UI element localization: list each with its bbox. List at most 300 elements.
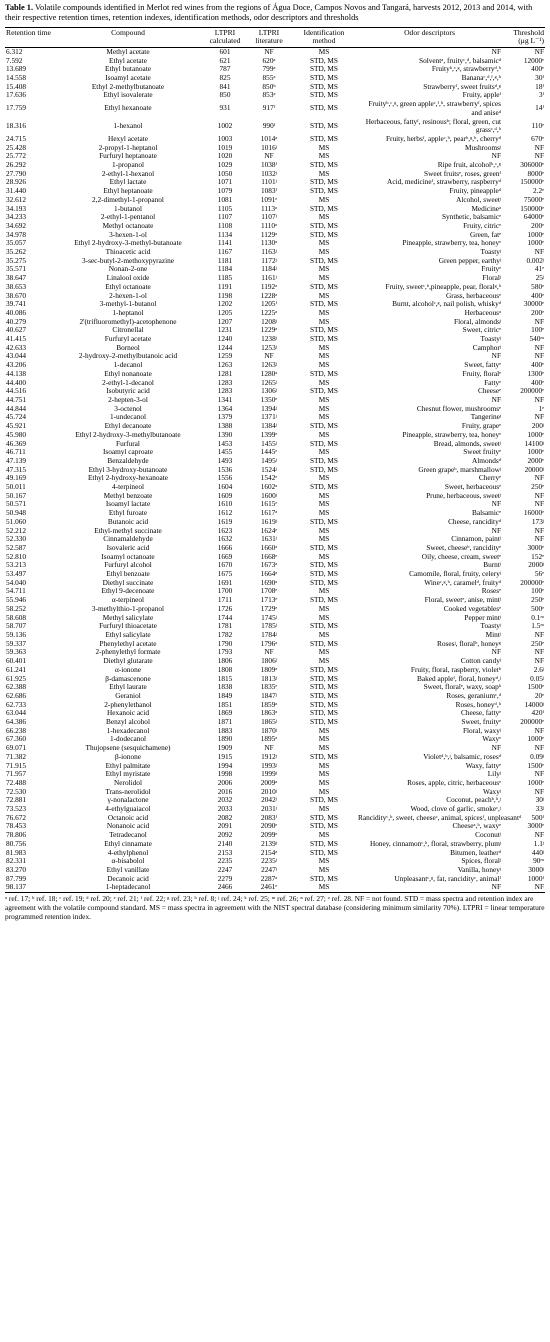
odor-descriptors-cell: Sweet, citricᵉ	[462, 325, 501, 335]
odor-descriptors-cell: Cherryᵉ	[478, 473, 501, 483]
retention-time-cell: 40.086	[6, 307, 27, 317]
odor-descriptors-cell: NF	[491, 882, 501, 892]
retention-time-cell: 41.415	[6, 334, 27, 344]
odor-descriptors-cell: Mintʲ	[485, 629, 501, 639]
compound-cell: Ethyl butanoate	[105, 64, 151, 74]
ltpri-calculated-cell: 1003	[217, 133, 233, 143]
threshold-cell: 1300ᵉ	[527, 368, 544, 378]
ltpri-literature-cell: 2154ᵃ	[260, 847, 278, 857]
threshold-cell: 2.6ʲ	[533, 664, 544, 674]
ltpri-literature-cell: 2235ʲ	[261, 856, 277, 866]
ltpri-literature-cell: 2247ʲ	[261, 864, 277, 874]
ltpri-literature-cell: 1784ʲ	[261, 629, 277, 639]
ltpri-literature-cell: 1172ʲ	[261, 255, 277, 265]
ltpri-calculated-cell: 1781	[217, 621, 233, 631]
compound-cell: Thioacetic acid	[105, 247, 151, 257]
retention-time-cell: 40.279	[6, 316, 27, 326]
compound-cell: Methyl salicylate	[102, 612, 154, 622]
ltpri-calculated-cell: 825	[219, 72, 231, 82]
ltpri-calculated-cell: 1909	[217, 743, 233, 753]
ltpri-literature-cell: 799ᵃ	[262, 64, 276, 74]
ltpri-literature-cell: 1163ʲ	[261, 247, 277, 257]
odor-descriptors-cell: Wood, clove of garlic, smokeᶜ,ʲ	[410, 804, 501, 814]
identification-method-cell: MS	[318, 212, 330, 222]
odor-descriptors-cell: Green, fatᵉ	[469, 229, 501, 239]
threshold-cell: 1.5ᵐ	[531, 621, 544, 631]
identification-method-cell: MS	[318, 290, 330, 300]
ltpri-calculated-cell: 1050	[217, 168, 233, 178]
ltpri-literature-cell: 1306ʲ	[261, 386, 277, 396]
retention-time-cell: 39.741	[6, 299, 27, 309]
identification-method-cell: STD, MS	[310, 569, 338, 579]
identification-method-cell: MS	[318, 316, 330, 326]
ltpri-literature-cell: NF	[264, 46, 274, 56]
ltpri-calculated-cell: 1782	[217, 629, 233, 639]
ltpri-literature-cell: 1999ʲ	[261, 769, 277, 779]
compound-cell: Ethyl 9-decenoate	[101, 586, 155, 596]
odor-descriptors-cell: Roses, honeyᵈ,ʰ	[455, 699, 501, 709]
odor-descriptors-cell: Violetᵈ,ʰ,ʲ, balsamic, rosesᵈ	[423, 751, 501, 761]
odor-descriptors-cell: Balsamicᵉ	[471, 508, 501, 518]
ltpri-calculated-cell: 1915	[217, 751, 233, 761]
ltpri-calculated-cell: 2247	[217, 864, 233, 874]
identification-method-cell: STD, MS	[310, 821, 338, 831]
ltpri-literature-cell: 1835ᵉ	[260, 682, 278, 692]
ltpri-calculated-cell: 850	[219, 90, 231, 100]
ltpri-literature-cell: 1690ᵃ	[260, 577, 278, 587]
retention-time-cell: 34.978	[6, 229, 27, 239]
compound-cell: Furfuryl thioacetate	[99, 621, 157, 631]
compound-cell: Furfuryl alcohol	[104, 560, 152, 570]
ltpri-literature-cell: 1673ᵃ	[260, 560, 278, 570]
ltpri-calculated-cell: 1675	[217, 569, 233, 579]
compound-cell: 3-sec-butyl-2-methoxypyrazine	[82, 255, 174, 265]
odor-descriptors-cell: Green grapeᵇ, marshmallowʲ	[418, 464, 501, 474]
ltpri-calculated-cell: 1141	[217, 238, 233, 248]
threshold-cell: 90ᵐ	[533, 856, 544, 866]
retention-time-cell: 73.523	[6, 804, 27, 814]
ltpri-calculated-cell: 1815	[217, 673, 233, 683]
retention-time-cell: 7.592	[6, 55, 23, 65]
ltpri-literature-cell: 2083ᶠ	[260, 812, 278, 822]
retention-time-cell: 72.488	[6, 777, 27, 787]
identification-method-cell: STD, MS	[310, 847, 338, 857]
threshold-cell: 14ᶠ	[535, 103, 544, 113]
identification-method-cell: STD, MS	[310, 621, 338, 631]
ltpri-literature-cell: 1668ᵉ	[260, 551, 278, 561]
identification-method-cell: MS	[318, 586, 330, 596]
compound-cell: Ethyl 2-hydroxy-3-methylbutanoate	[75, 429, 181, 439]
threshold-cell: 200000ᵉ	[520, 577, 544, 587]
ltpri-literature-cell: 1238ʲ	[261, 334, 277, 344]
retention-time-cell: 80.756	[6, 838, 27, 848]
ltpri-calculated-cell: 2235	[217, 856, 233, 866]
compound-cell: β-ionone	[114, 751, 141, 761]
compound-cell: 4-ethylphenol	[107, 847, 149, 857]
retention-time-cell: 53.213	[6, 560, 27, 570]
ltpri-calculated-cell: 1388	[217, 421, 233, 431]
compound-cell: 3-methyl-1-butanol	[99, 299, 157, 309]
ltpri-literature-cell: NF	[264, 351, 274, 361]
odor-descriptors-cell: Fruity, appleᶠ	[462, 90, 501, 100]
threshold-cell: 200ᵉ	[531, 220, 544, 230]
ltpri-calculated-cell: 1020	[217, 151, 233, 161]
retention-time-cell: 62.686	[6, 690, 27, 700]
identification-method-cell: STD, MS	[310, 542, 338, 552]
compound-cell: Furfuryl acetate	[104, 334, 152, 344]
identification-method-cell: STD, MS	[310, 795, 338, 805]
retention-time-cell: 52.212	[6, 525, 27, 535]
compound-cell: Nonan-2-one	[108, 264, 148, 274]
threshold-cell: 670ᵉ	[531, 133, 544, 143]
compound-cell: 1-hexadecanol	[106, 725, 150, 735]
odor-descriptors-cell: Waxy, fattyᵉ	[465, 760, 501, 770]
identification-method-cell: MS	[318, 307, 330, 317]
identification-method-cell: MS	[318, 151, 330, 161]
compound-cell: Butanoic acid	[107, 516, 149, 526]
retention-time-cell: 61.241	[6, 664, 27, 674]
threshold-cell: 200000ᵉ	[520, 717, 544, 727]
identification-method-cell: STD, MS	[310, 664, 338, 674]
retention-time-cell: 50.571	[6, 499, 27, 509]
compound-cell: 4-terpineol	[111, 482, 144, 492]
ltpri-literature-cell: 1708ᵉ	[260, 586, 278, 596]
compound-cell: Ethyl heptanoate	[103, 186, 153, 196]
odor-descriptors-cell: Sweet, floralᵉ, waxy, soapᵇ	[423, 682, 501, 692]
compound-cell: Ethyl 2-hydroxy-3-methyl-butanoate	[74, 238, 182, 248]
threshold-cell: NF	[534, 351, 544, 361]
ltpri-calculated-cell: 1998	[217, 769, 233, 779]
retention-time-cell: 78.453	[6, 821, 27, 831]
ltpri-calculated-cell: 1849	[217, 690, 233, 700]
odor-descriptors-cell: Fruityᵇ,ᶜ,ᵍ, green appleᶜ,ᶠ,ʰ, strawberryᶠ, spices and aniseᵈ	[368, 99, 501, 117]
odor-descriptors-cell: Ripe fruit, alcoholᵇ,ᶜ,ᵍ	[437, 160, 501, 170]
ltpri-calculated-cell: 1609	[217, 490, 233, 500]
ltpri-calculated-cell: 1610	[217, 499, 233, 509]
compound-cell: Ethyl benzoate	[106, 569, 150, 579]
ltpri-calculated-cell: 931	[219, 103, 231, 113]
ltpri-literature-cell: 1745ʲ	[261, 612, 277, 622]
identification-method-cell: STD, MS	[310, 281, 338, 291]
odor-descriptors-cell: Fruity, pineappleᵈ	[449, 186, 501, 196]
ltpri-literature-cell: 1813ʲ	[261, 673, 277, 683]
ltpri-literature-cell: 1729ᵉ	[260, 603, 278, 613]
retention-time-cell: 58.707	[6, 621, 27, 631]
odor-descriptors-cell: NF	[491, 351, 501, 361]
ltpri-literature-cell: 1130ᵃ	[260, 238, 278, 248]
odor-descriptors-cell: NF	[491, 647, 501, 657]
header-ltpri-calculated: LTPRI calculated	[209, 27, 241, 45]
ltpri-calculated-cell: 1808	[217, 664, 233, 674]
identification-method-cell: MS	[318, 760, 330, 770]
compound-cell: 1-dodecanol	[109, 734, 147, 744]
threshold-cell: NF	[534, 882, 544, 892]
ltpri-literature-cell: 1192ᵃ	[260, 281, 278, 291]
ltpri-literature-cell: 1495ʲ	[261, 455, 277, 465]
retention-time-cell: 58.608	[6, 612, 27, 622]
retention-time-cell: 59.136	[6, 629, 27, 639]
ltpri-literature-cell: 2042ʲ	[261, 795, 277, 805]
table-row	[5, 144, 545, 153]
compound-cell: β-damascenone	[105, 673, 151, 683]
odor-descriptors-cell: Cotton candyʲ	[460, 656, 501, 666]
compound-cell: Isoamyl lactate	[105, 499, 151, 509]
ltpri-literature-cell: 1014ᵃ	[260, 133, 278, 143]
retention-time-cell: 51.060	[6, 516, 27, 526]
odor-descriptors-cell: Roses, geraniumᶜ,ᵈ	[446, 690, 501, 700]
threshold-cell: 33ʲ	[535, 804, 544, 814]
odor-descriptors-cell: Camomile, floral, fruity, celeryʲ	[409, 569, 501, 579]
ltpri-calculated-cell: 1604	[217, 482, 233, 492]
odor-descriptors-cell: Rosesᵉ	[481, 586, 501, 596]
identification-method-cell: STD, MS	[310, 64, 338, 74]
compound-cell: 4-ethylguaiacol	[105, 804, 151, 814]
threshold-cell: 580ᵉ	[531, 281, 544, 291]
threshold-cell: 0.002ʲ	[526, 255, 544, 265]
ltpri-calculated-cell: 1869	[217, 708, 233, 718]
odor-descriptors-cell: Fruity, sweetᶜ,ʰ,pineapple, pear, floralᵍ,ʰ	[385, 281, 501, 291]
ltpri-calculated-cell: 841	[219, 81, 231, 91]
identification-method-cell: MS	[318, 629, 330, 639]
ltpri-literature-cell: 1806ʲ	[261, 656, 277, 666]
retention-time-cell: 13.689	[6, 64, 27, 74]
identification-method-cell: STD, MS	[310, 203, 338, 213]
odor-descriptors-cell: NF	[491, 743, 501, 753]
ltpri-literature-cell: 1228ᵃ	[260, 290, 278, 300]
threshold-cell: 1000ᵉ	[527, 229, 544, 239]
identification-method-cell: MS	[318, 499, 330, 509]
compound-cell: 3-octenol	[114, 403, 142, 413]
ltpri-literature-cell: 1399ᵉ	[260, 429, 278, 439]
ltpri-calculated-cell: 2279	[217, 873, 233, 883]
identification-method-cell: STD, MS	[310, 638, 338, 648]
odor-descriptors-cell: Camphorʲ	[472, 342, 501, 352]
threshold-cell: 1ᵉ	[538, 403, 544, 413]
retention-time-cell: 45.921	[6, 421, 27, 431]
threshold-cell: 500ᵉ	[531, 603, 544, 613]
threshold-cell: 64000ᵉ	[523, 212, 544, 222]
identification-method-cell: STD, MS	[310, 81, 338, 91]
compound-cell: Decanoic acid	[107, 873, 149, 883]
identification-method-cell: STD, MS	[310, 751, 338, 761]
odor-descriptors-cell: Tangerineʲ	[470, 412, 501, 422]
threshold-cell: NF	[534, 46, 544, 56]
retention-time-cell: 55.946	[6, 595, 27, 605]
odor-descriptors-cell: Coconut, peachᵇ,ʰ,ʲ	[446, 795, 501, 805]
ltpri-calculated-cell: 1744	[217, 612, 233, 622]
ltpri-calculated-cell: 1105	[217, 203, 233, 213]
ltpri-literature-cell: 850ᵇ	[262, 81, 276, 91]
ltpri-calculated-cell: 2016	[217, 786, 233, 796]
odor-descriptors-cell: Synthetic, balsamicᵉ	[441, 212, 501, 222]
ltpri-calculated-cell: 1244	[217, 342, 233, 352]
ltpri-calculated-cell: 1185	[217, 273, 233, 283]
ltpri-calculated-cell: 1793	[217, 647, 233, 657]
retention-time-cell: 50.011	[6, 482, 26, 492]
ltpri-literature-cell: 1615ᵉ	[260, 499, 278, 509]
ltpri-literature-cell: 1371ʲ	[261, 412, 277, 422]
ltpri-literature-cell: 1713ᵉ	[260, 595, 278, 605]
odor-descriptors-cell: Fattyᵉ	[484, 377, 501, 387]
compound-cell: Ethyl 2-hydroxy-hexanoate	[87, 473, 169, 483]
identification-method-cell: STD, MS	[310, 717, 338, 727]
threshold-cell: 400ᵉ	[531, 290, 544, 300]
threshold-cell: 173ʲ	[531, 516, 544, 526]
retention-time-cell: 63.044	[6, 708, 27, 718]
threshold-cell: 0.05ʲ	[530, 673, 544, 683]
ltpri-literature-cell: 1038ᶠ	[260, 160, 278, 170]
compound-cell: 1-propanol	[111, 160, 145, 170]
ltpri-calculated-cell: 2092	[217, 830, 233, 840]
retention-time-cell: 98.137	[6, 882, 27, 892]
retention-time-cell: 40.627	[6, 325, 27, 335]
identification-method-cell: MS	[318, 412, 330, 422]
ltpri-literature-cell: NF	[264, 151, 274, 161]
odor-descriptors-cell: Green pepper, earthyʲ	[438, 255, 501, 265]
ltpri-calculated-cell: 787	[219, 64, 231, 74]
ltpri-calculated-cell: 1071	[217, 177, 233, 187]
threshold-cell: 3000ʲ	[528, 864, 544, 874]
ltpri-literature-cell: 1619ʲ	[261, 516, 277, 526]
ltpri-literature-cell: 1624ᵉ	[260, 525, 278, 535]
odor-descriptors-cell: Fruity, floral, raspberry, violetᵇ	[410, 664, 501, 674]
ltpri-calculated-cell: 1191	[217, 281, 233, 291]
ltpri-calculated-cell: 1107	[217, 212, 233, 222]
ltpri-calculated-cell: 1079	[217, 186, 233, 196]
ltpri-calculated-cell: 1670	[217, 560, 233, 570]
identification-method-cell: STD, MS	[310, 595, 338, 605]
identification-method-cell: STD, MS	[310, 386, 338, 396]
odor-descriptors-cell: Toastyʲ	[480, 334, 501, 344]
table-row	[5, 640, 545, 649]
identification-method-cell: STD, MS	[310, 186, 338, 196]
retention-time-cell: 17.636	[6, 90, 27, 100]
odor-descriptors-cell: Herbaceousᵃ	[464, 307, 501, 317]
ltpri-literature-cell: 1350ᵉ	[260, 395, 278, 404]
compound-cell: 2-hexen-1-ol	[109, 290, 147, 300]
ltpri-calculated-cell: 2032	[217, 795, 233, 805]
compound-cell: Benzyl alcohol	[106, 717, 150, 727]
retention-time-cell: 35.275	[6, 255, 27, 265]
ltpri-calculated-cell: 1281	[217, 368, 233, 378]
retention-time-cell: 27.790	[6, 168, 27, 178]
ltpri-calculated-cell: 1838	[217, 682, 233, 692]
ltpri-calculated-cell: 2140	[217, 838, 233, 848]
ltpri-literature-cell: 1129ᵃ	[260, 229, 278, 239]
ltpri-literature-cell: 2009ᵃ	[260, 777, 278, 787]
odor-descriptors-cell: Sweet, fruityᵉ	[461, 717, 501, 727]
ltpri-literature-cell: 1263ʲ	[261, 360, 277, 370]
identification-method-cell: STD, MS	[310, 255, 338, 265]
threshold-cell: 250ᵉ	[531, 482, 544, 492]
ltpri-literature-cell: 1113ᵃ	[260, 203, 278, 213]
identification-method-cell: MS	[318, 882, 330, 892]
odor-descriptors-cell: Floralʲ	[482, 273, 501, 283]
identification-method-cell: MS	[318, 656, 330, 666]
threshold-cell: 18ᶠ	[535, 81, 544, 91]
identification-method-cell: STD, MS	[310, 133, 338, 143]
identification-method-cell: STD, MS	[310, 699, 338, 709]
retention-time-cell: 25.428	[6, 142, 27, 152]
compound-cell: 1-undecanol	[109, 412, 147, 422]
identification-method-cell: STD, MS	[310, 690, 338, 700]
threshold-cell: NF	[534, 656, 544, 666]
ltpri-literature-cell: 1161ʲ	[261, 273, 277, 283]
odor-descriptors-cell: Cheese, fattyᵉ	[461, 708, 501, 718]
compound-cell: Ethyl palmitate	[105, 760, 151, 770]
ltpri-literature-cell: 1394ʲ	[261, 403, 277, 413]
ltpri-calculated-cell: 1364	[217, 403, 233, 413]
ltpri-calculated-cell: 1612	[217, 508, 233, 518]
identification-method-cell: STD, MS	[310, 673, 338, 683]
compound-cell: 2-hydroxy-2-methylbutanoic acid	[78, 351, 178, 361]
identification-method-cell: STD, MS	[310, 103, 338, 113]
ltpri-literature-cell: 1107ʲ	[261, 212, 277, 222]
identification-method-cell: MS	[318, 508, 330, 518]
retention-time-cell: 61.925	[6, 673, 27, 683]
ltpri-calculated-cell: 1883	[217, 725, 233, 735]
threshold-cell: NF	[534, 534, 544, 544]
identification-method-cell: STD, MS	[310, 438, 338, 448]
retention-time-cell: 18.316	[6, 120, 27, 130]
odor-descriptors-cell: Sweet fruitsᵉ, roses, greenᶠ	[424, 168, 501, 178]
ltpri-calculated-cell: 1379	[217, 412, 233, 422]
compound-cell: Nonanoic acid	[106, 821, 150, 831]
identification-method-cell: MS	[318, 786, 330, 796]
identification-method-cell: MS	[318, 743, 330, 753]
odor-descriptors-cell: Rosesʲ, floralᵇ, honeyᵍ	[437, 638, 501, 648]
ltpri-literature-cell: 990ᶠ	[262, 120, 276, 130]
retention-time-cell: 28.926	[6, 177, 27, 187]
odor-descriptors-cell: Toastyʲ	[480, 247, 501, 257]
ltpri-calculated-cell: 1493	[217, 455, 233, 465]
odor-descriptors-cell: Sweet, fattyᵉ	[464, 360, 501, 370]
compound-cell: α-bisabolol	[111, 856, 145, 866]
retention-time-cell: 59.363	[6, 647, 27, 657]
threshold-cell: 2000ᵉ	[527, 455, 544, 465]
compound-cell: γ-nonalactone	[107, 795, 149, 805]
odor-descriptors-cell: Cinnamon, paintʲ	[451, 534, 501, 544]
identification-method-cell: MS	[318, 473, 330, 483]
threshold-cell: NF	[534, 725, 544, 735]
identification-method-cell: STD, MS	[310, 220, 338, 230]
retention-time-cell: 71.382	[6, 751, 27, 761]
threshold-cell: 3000ᵉ	[527, 821, 544, 831]
ltpri-calculated-cell: 1851	[217, 699, 233, 709]
retention-time-cell: 71.957	[6, 769, 27, 779]
compound-cell: Tetradecanol	[109, 830, 147, 840]
ltpri-calculated-cell: 1263	[217, 360, 233, 370]
retention-time-cell: 42.633	[6, 342, 27, 352]
compound-cell: Ethyl acetate	[109, 55, 147, 65]
ltpri-calculated-cell: 1669	[217, 551, 233, 561]
identification-method-cell: MS	[318, 403, 330, 413]
compound-cell: 2-ethyl-1-hexanol	[101, 168, 155, 178]
ltpri-literature-cell: 2010ʲ	[261, 786, 277, 796]
identification-method-cell: MS	[318, 525, 330, 535]
retention-time-cell: 6.312	[6, 46, 23, 56]
identification-method-cell: MS	[318, 238, 330, 248]
identification-method-cell: STD, MS	[310, 299, 338, 309]
ltpri-calculated-cell: 1081	[217, 194, 233, 204]
odor-descriptors-cell: Burnt, alcoholᶜ,ᵍ, nail polish, whiskyᵈ	[392, 299, 501, 309]
odor-descriptors-cell: Floral, sweetᵉ, anise, mintʲ	[424, 595, 501, 605]
identification-method-cell: STD, MS	[310, 464, 338, 474]
compound-cell: Ethyl cinnamate	[104, 838, 152, 848]
compound-cell: 1-heptadecanol	[105, 882, 151, 892]
identification-method-cell: MS	[318, 264, 330, 274]
ltpri-calculated-cell: 2091	[217, 821, 233, 831]
